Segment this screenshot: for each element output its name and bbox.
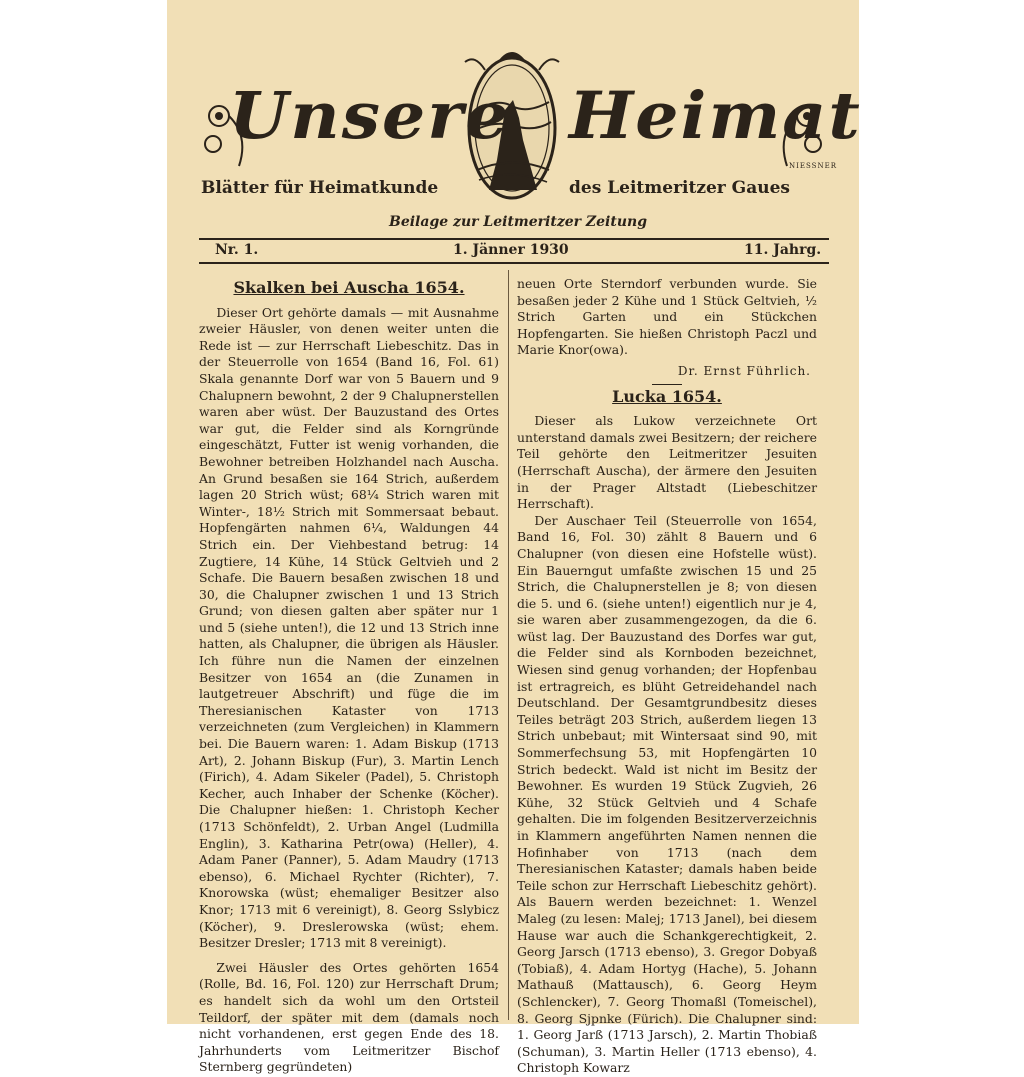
title-left: Unsere	[229, 78, 511, 154]
article-heading-lucka: Lucka 1654.	[612, 386, 722, 406]
masthead	[167, 0, 862, 270]
issue-date: 1. Jänner 1930	[453, 242, 569, 258]
section-divider	[652, 384, 682, 385]
subtitle-left: Blätter für Heimatkunde	[201, 178, 439, 198]
author-signature: Dr. Ernst Führlich.	[677, 363, 811, 378]
supplement-line: Beilage zur Leitmeritzer Zeitung	[389, 214, 647, 230]
rule-top	[199, 238, 829, 240]
article-heading-skalken: Skalken bei Auscha 1654.	[233, 278, 465, 297]
rule-bottom	[199, 262, 829, 264]
article-paragraph: Der Auschaer Teil (Steuerrolle von 1654, Band 16, Fol. 30) zählt 8 Bauern und 6 Chalupner (von diesen eine Hofstelle wüst). Ein Bauerngut umfaßte zwischen 15 und 25 Strich, die Chalupnerstellen je 8; von diesen die 5. und 6. (siehe unten!) eigentlich nur je 4, sie waren aber zusammengezogen, da die 6. wüst lag. Der Bauzustand des Dorfes war gut, die Felder sind als Kornboden bezeichnet, Wiesen sind genug vorhanden; der Hopfenbau ist ertragreich, es blüht Getreidehandel nach Deutschland. Der Gesamtgrundbesitz dieses Teiles beträgt 203 Strich, außerdem liegen 13 Strich unbebaut; mit Wintersaat sind 90, mit Sommerfechsung 53, mit Hopfengärten 10 Strich bedeckt. Wald ist nicht im Besitz der Bewohner. Es wurden 19 Stück Zugvieh, 26 Kühe, 32 Stück Geltvieh und 4 Schafe gehalten. Die im folgenden Besitzerverzeichnis in Klammern angeführten Namen nennen die Hofinhaber von 1713 (nach dem Theresianischen Kataster; damals haben beide Teile schon zur Herrschaft Liebeschitz gehört). Als Bauern werden bezeichnet: 1. Wenzel Maleg (zu lesen: Malej; 1713 Janel), bei diesem Hause war auch die Schankgerechtigkeit, 2. Georg Jarsch (1713 ebenso), 3. Gregor Dobyaß (Tobiaß), 4. Adam Hortyg (Hache), 5. Johann Mathauß (Mattausch), 6. Georg Heym (Schlencker), 7. Georg Thomaßl (Tomeischel), 8. Georg Sjpnke (Fürich). Die Chalupner sind: 1. Georg Jarß (1713 Jarsch), 2. Martin Thobiaß (Schuman), 3. Martin Heller (1713 ebenso), 4. Christoph Kowarz	[517, 512, 817, 1076]
column-right	[517, 276, 817, 1077]
article-paragraph: Zwei Häusler des Ortes gehörten 1654 (Rolle, Bd. 16, Fol. 120) zur Herrschaft Drum; es handelt sich da wohl um den Ortsteil Teildorf, der später mit dem (damals noch nicht vorhandenen, erst gegen Ende des 18. Jahrhunderts vom Leitmeritzer Bischof Sternberg gegründeten)	[199, 959, 499, 1075]
newspaper-page	[167, 0, 862, 1076]
column-divider	[508, 270, 509, 1020]
article-paragraph: Dieser Ort gehörte damals — mit Ausnahme zweier Häusler, von denen weiter unten die Rede ist — zur Herrschaft Liebeschitz. Das in der Steuerrolle von 1654 (Band 16, Fol. 61) Skala genannte Dorf war von 5 Bauern und 9 Chalupnern bewohnt, 2 der 9 Chalupnerstellen waren aber wüst. Der Bauzustand des Ortes war gut, die Felder sind als Korngründe eingeschätzt, Futter ist wenig vorhanden, die Bewohner betreiben Holzhandel nach Auscha. An Grund besaßen sie 164 Strich, außerdem lagen 20 Strich wüst; 68¼ Strich waren mit Winter-, 18½ Strich mit Sommersaat bebaut. Hopfengärten nahmen 6¼, Waldungen 44 Strich ein. Der Viehbestand betrug: 14 Zugtiere, 14 Kühe, 14 Stück Geltvieh und 2 Schafe. Die Bauern besaßen zwischen 18 und 30, die Chalupner zwischen 1 und 13 Strich Grund; von diesen galten aber später nur 1 und 5 (siehe unten!), die 12 und 13 Strich inne hatten, als Chalupner, die übrigen als Häusler. Ich führe nun die Namen der einzelnen Besitzer von 1654 an (die Zunamen in lautgetreuer Abschrift) und füge die im Theresianischen Kataster von 1713 verzeichneten (zum Vergleichen) in Klammern bei. Die Bauern waren: 1. Adam Biskup (1713 Art), 2. Johann Biskup (Fur), 3. Martin Lench (Firich), 4. Adam Sikeler (Padel), 5. Christoph Kecher, auch Inhaber der Schenke (Köcher). Die Chalupner hießen: 1. Christoph Kecher (1713 Schönfeldt), 2. Urban Angel (Ludmilla Englin), 3. Katharina Petr(owa) (Heller), 4. Adam Paner (Panner), 5. Adam Maudry (1713 ebenso), 6. Michael Rychter (Richter), 7. Knorowska (wüst; ehemaliger Besitzer also Knor; 1713 mit 6 vereinigt), 8. Georg Sslybicz (Köcher), 9. Dreslerowska (wüst; ehem. Besitzer Dresler; 1713 mit 8 vereinigt).	[199, 304, 499, 951]
article-paragraph: neuen Orte Sterndorf verbunden wurde. Sie besaßen jeder 2 Kühe und 1 Stück Geltvieh, ½ Strich Garten und ein Stückchen Hopfengarten. Sie hießen Christoph Paczl und Marie Knor(owa).	[517, 276, 817, 358]
subtitle-right: des Leitmeritzer Gaues	[569, 178, 790, 198]
article-paragraph: Dieser als Lukow verzeichnete Ort unterstand damals zwei Besitzern; der reichere Teil gehörte den Leitmeritzer Jesuiten (Herrschaft Auscha), der ärmere den Jesuiten in der Prager Altstadt (Liebeschitzer Herrschaft).	[517, 413, 817, 512]
issue-number: Nr. 1.	[215, 242, 259, 258]
title-right: Heimat	[569, 78, 862, 154]
issue-year: 11. Jahrg.	[744, 242, 822, 258]
artist-signature: NIESSNER	[789, 162, 837, 170]
column-left	[199, 276, 499, 1076]
